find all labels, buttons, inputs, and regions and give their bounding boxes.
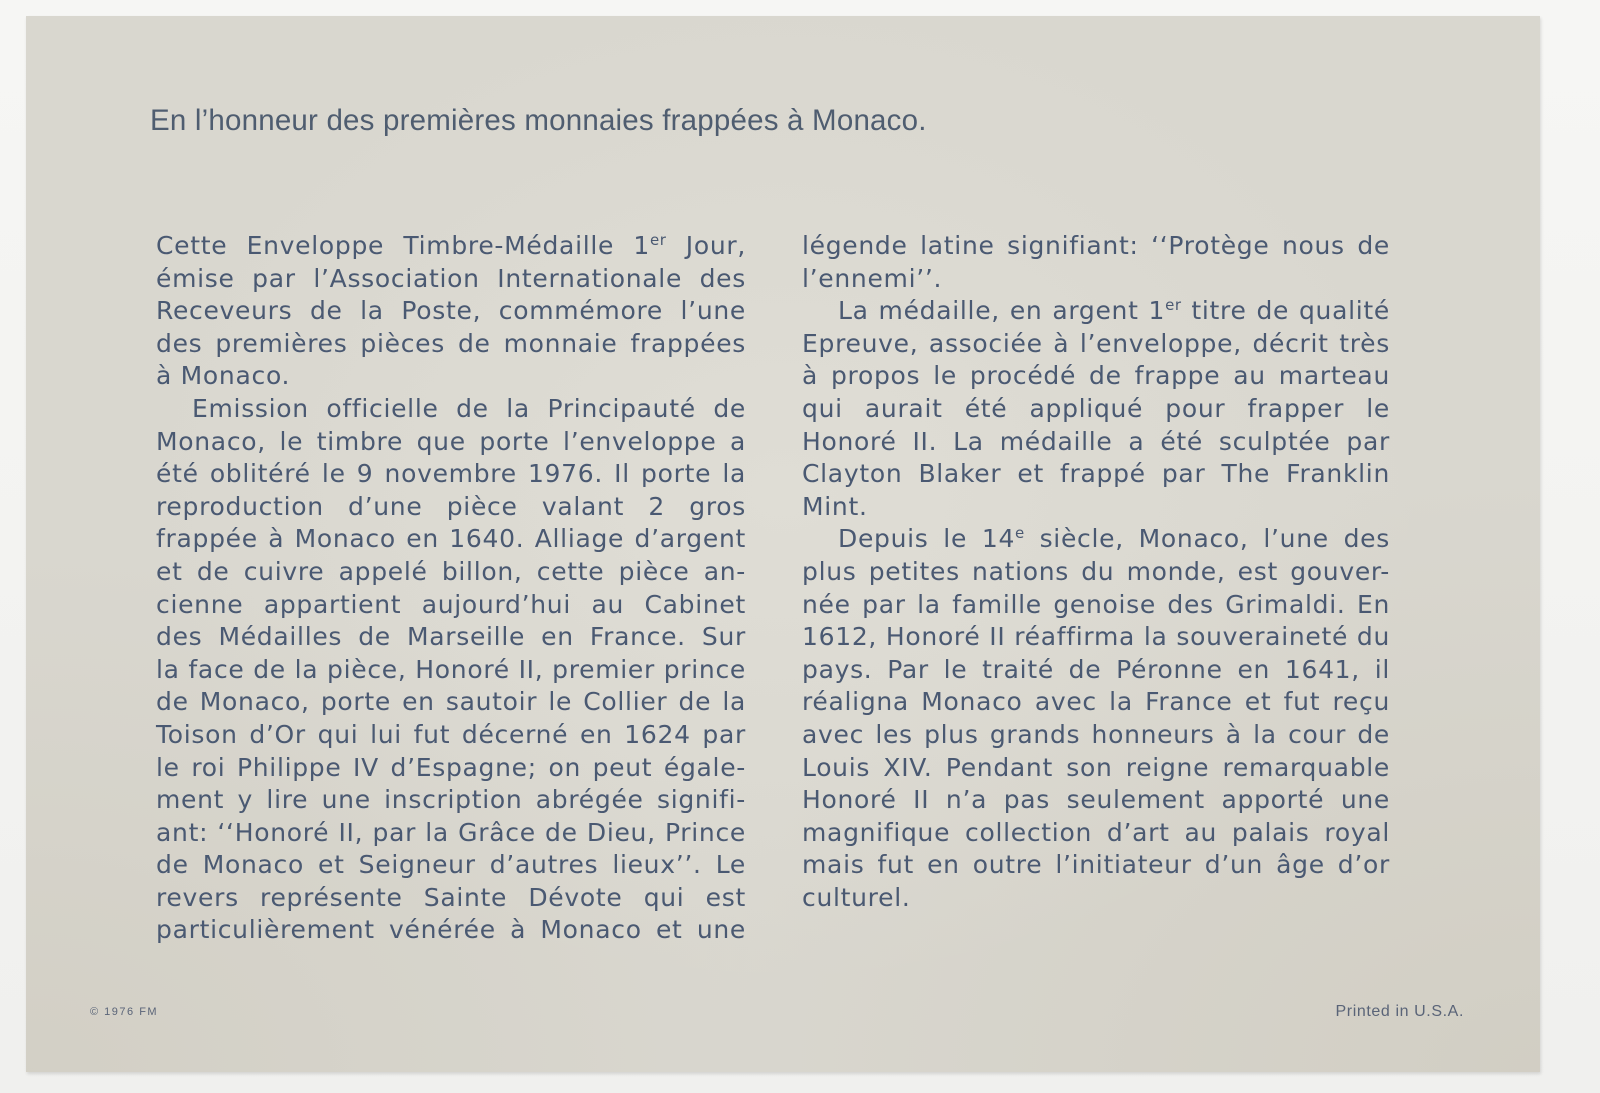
text-line: réaligna Monaco avec la France et fut reçu bbox=[802, 687, 1390, 717]
text-line: le roi Philippe IV d’Espagne; on peut égale- bbox=[156, 752, 746, 782]
printed-notice: Printed in U.S.A. bbox=[1335, 1003, 1464, 1020]
text-line: ant: ‘‘Honoré II, par la Grâce de Dieu, Prince bbox=[156, 817, 746, 847]
text-line: revers représente Sainte Dévote qui est bbox=[156, 882, 746, 912]
text-line: été oblitéré le 9 novembre 1976. Il porte la bbox=[156, 459, 746, 489]
text-line: la face de la pièce, Honoré II, premier prince bbox=[156, 654, 746, 684]
text-line: La médaille, en argent 1er titre de qualité bbox=[838, 296, 1390, 326]
text-line: Monaco, le timbre que porte l’enveloppe a bbox=[156, 426, 746, 456]
text-line: plus petites nations du monde, est gouver- bbox=[802, 556, 1390, 586]
superscript: er bbox=[1165, 296, 1182, 315]
text-line: pays. Par le traité de Péronne en 1641, il bbox=[802, 654, 1390, 684]
text-line: Depuis le 14e siècle, Monaco, l’une des bbox=[838, 524, 1390, 554]
right-column bbox=[802, 230, 1390, 914]
text-line: ment y lire une inscription abrégée signifi- bbox=[156, 785, 746, 815]
text-line: née par la famille genoise des Grimaldi. En bbox=[802, 589, 1390, 619]
text-line: 1612, Honoré II réaffirma la souveraineté du bbox=[802, 622, 1390, 652]
text-line: à Monaco. bbox=[156, 361, 291, 391]
text-line: cienne appartient aujourd’hui au Cabinet bbox=[156, 589, 746, 619]
text-line: Louis XIV. Pendant son reigne remarquable bbox=[802, 752, 1390, 782]
text-line: de Monaco, porte en sautoir le Collier de la bbox=[156, 687, 746, 717]
text-line: Emission officielle de la Principauté de bbox=[192, 393, 746, 423]
text-line: Honoré II n’a pas seulement apporté une bbox=[802, 785, 1390, 815]
text-line: Receveurs de la Poste, commémore l’une bbox=[156, 296, 746, 326]
text-line: particulièrement vénérée à Monaco et une bbox=[156, 915, 746, 945]
text-line: avec les plus grands honneurs à la cour de bbox=[802, 719, 1390, 749]
text-line: mais fut en outre l’initiateur d’un âge d’or bbox=[802, 850, 1390, 880]
text-line: Cette Enveloppe Timbre-Médaille 1er Jour, bbox=[156, 231, 746, 260]
text-line: des premières pièces de monnaie frappées bbox=[156, 328, 746, 358]
text-line: et de cuivre appelé billon, cette pièce an- bbox=[156, 556, 746, 586]
card bbox=[26, 16, 1540, 1072]
superscript: er bbox=[650, 231, 667, 249]
text-line: culturel. bbox=[802, 882, 911, 912]
text-line: qui aurait été appliqué pour frapper le bbox=[802, 393, 1390, 423]
text-line: émise par l’Association Internationale des bbox=[156, 263, 746, 293]
text-line: légende latine signifiant: ‘‘Protège nous de bbox=[802, 231, 1390, 260]
text-line: de Monaco et Seigneur d’autres lieux’’. Le bbox=[156, 850, 746, 880]
text-line: des Médailles de Marseille en France. Sur bbox=[156, 622, 746, 652]
text-line: reproduction d’une pièce valant 2 gros bbox=[156, 491, 746, 521]
text-line: Epreuve, associée à l’enveloppe, décrit très bbox=[802, 328, 1390, 358]
text-line: Honoré II. La médaille a été sculptée par bbox=[802, 426, 1390, 456]
text-line: frappée à Monaco en 1640. Alliage d’argent bbox=[156, 524, 746, 554]
text-line: l’ennemi’’. bbox=[802, 263, 943, 293]
text-line: Clayton Blaker et frappé par The Franklin bbox=[802, 459, 1390, 489]
text-line: Mint. bbox=[802, 491, 868, 521]
text-line: à propos le procédé de frappe au marteau bbox=[802, 361, 1390, 391]
page-title: En l’honneur des premières monnaies frappées à Monaco. bbox=[150, 104, 927, 137]
left-column bbox=[156, 230, 746, 947]
copyright-notice: © 1976 FM bbox=[90, 1006, 159, 1018]
superscript: e bbox=[1015, 524, 1025, 543]
text-line: magnifique collection d’art au palais royal bbox=[802, 817, 1390, 847]
text-line: Toison d’Or qui lui fut décerné en 1624 par bbox=[156, 719, 746, 749]
